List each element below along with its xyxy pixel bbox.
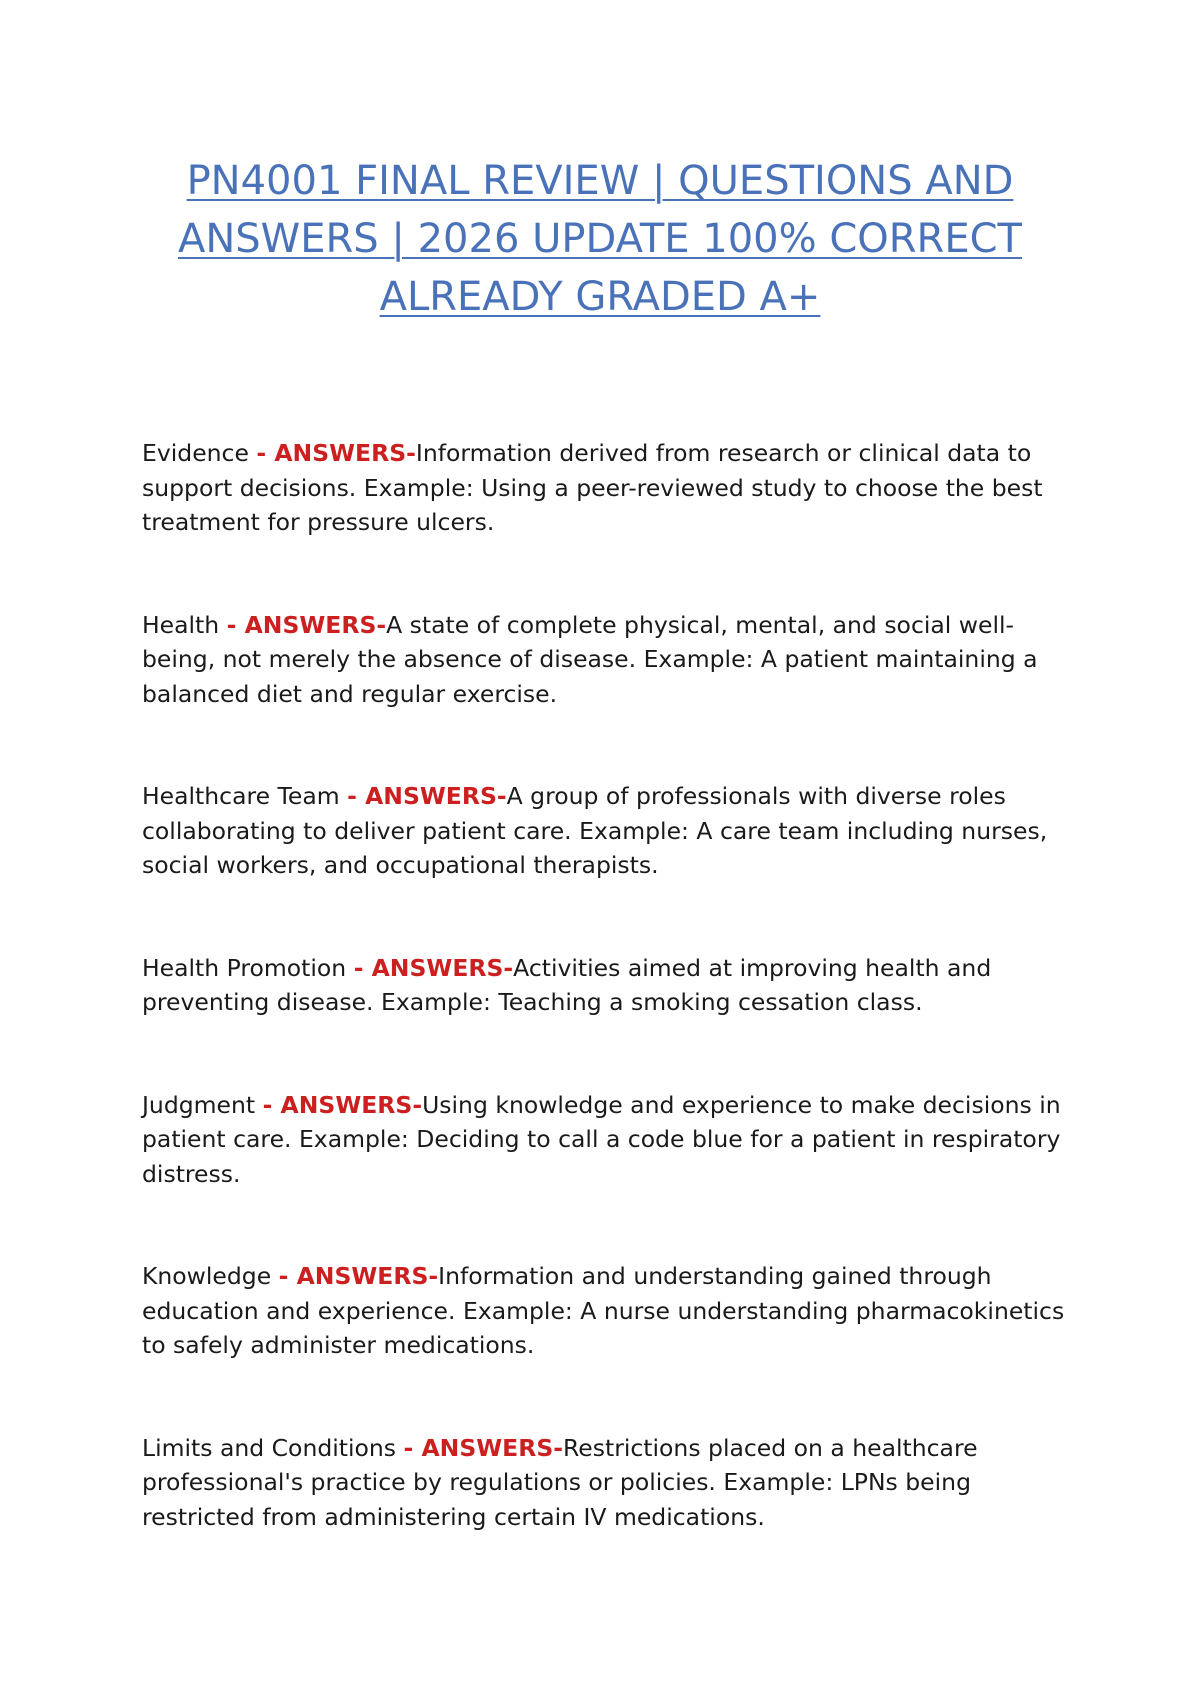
- qa-entry: [142, 608, 1072, 712]
- answers-marker: - ANSWERS-: [262, 1090, 423, 1119]
- qa-entry: [142, 951, 1072, 1020]
- entry-definition: Activities aimed at improving health and preventing disease. Example: Teaching a smoking cessation class.: [142, 953, 992, 1016]
- qa-entry-list: [142, 436, 1072, 1602]
- qa-entry: [142, 1259, 1072, 1363]
- document-title-text: PN4001 FINAL REVIEW | QUESTIONS AND ANSWERS | 2026 UPDATE 100% CORRECT ALREADY GRADED A+: [178, 158, 1022, 320]
- answers-marker: - ANSWERS-: [226, 610, 387, 639]
- entry-term: Healthcare Team: [142, 782, 340, 810]
- entry-term: Judgment: [142, 1090, 256, 1119]
- qa-entry: [142, 1431, 1072, 1535]
- answers-marker: - ANSWERS-: [403, 1433, 563, 1462]
- entry-term: Health: [142, 610, 220, 639]
- entry-term: Knowledge: [142, 1262, 272, 1290]
- qa-entry: [142, 436, 1072, 540]
- entry-definition: Using knowledge and experience to make decisions in patient care. Example: Deciding to call a code blue for a patient in respiratory distress.: [142, 1090, 1061, 1188]
- entry-definition: Restrictions placed on a healthcare professional's practice by regulations or policies. Example: LPNs being restricted from administering certain IV medications.: [142, 1433, 978, 1531]
- answers-marker: - ANSWERS-: [278, 1262, 439, 1290]
- entry-term: Evidence: [142, 439, 249, 467]
- entry-definition: Information and understanding gained through education and experience. Example: A nurse understanding pharmacokinetics to safely administer medications.: [142, 1262, 1065, 1359]
- document-title: [140, 152, 1060, 326]
- entry-definition: A state of complete physical, mental, and social well-being, not merely the absence of disease. Example: A patient maintaining a balanced diet and regular exercise.: [142, 610, 1038, 708]
- answers-marker: - ANSWERS-: [353, 953, 514, 982]
- qa-entry: [142, 779, 1072, 883]
- entry-definition: A group of professionals with diverse roles collaborating to deliver patient care. Example: A care team including nurses, social workers, and occupational therapists.: [142, 782, 1048, 879]
- answers-marker: - ANSWERS-: [347, 782, 507, 810]
- qa-entry: [142, 1088, 1072, 1192]
- answers-marker: - ANSWERS-: [256, 439, 416, 467]
- entry-term: Health Promotion: [142, 953, 347, 982]
- entry-definition: Information derived from research or clinical data to support decisions. Example: Using a peer-reviewed study to choose the best treatment for pressure ulcers.: [142, 439, 1043, 536]
- entry-term: Limits and Conditions: [142, 1433, 397, 1462]
